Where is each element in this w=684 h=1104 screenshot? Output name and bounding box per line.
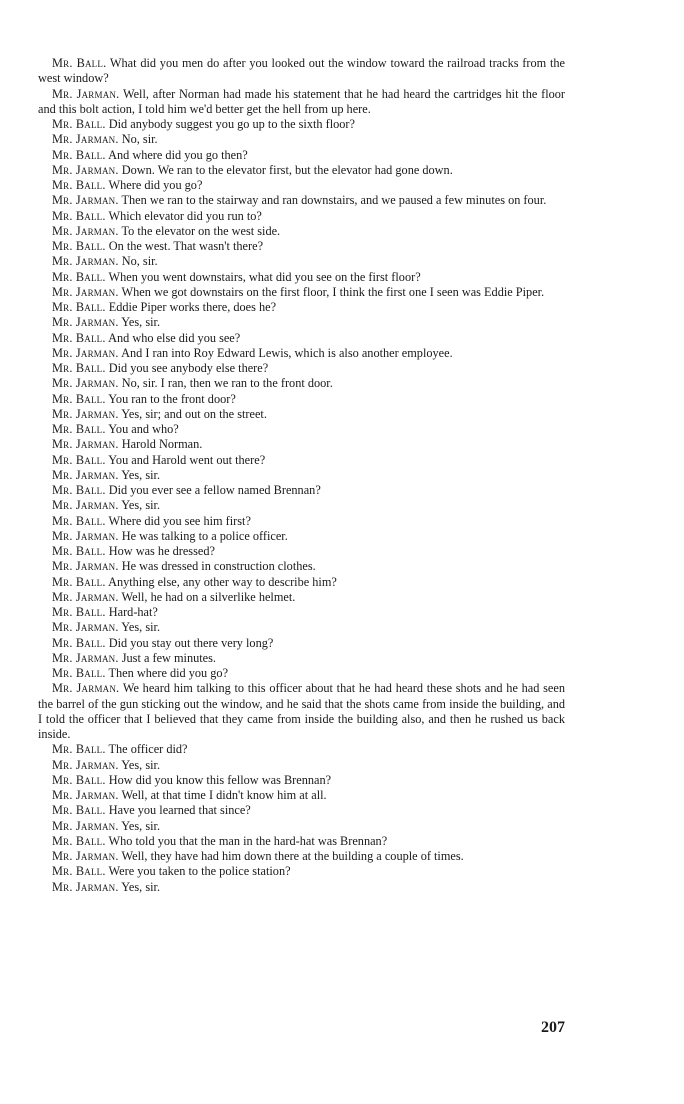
testimony-line <box>38 468 565 483</box>
testimony-line <box>38 864 565 879</box>
speaker-name: Mr. Ball. <box>52 56 107 70</box>
utterance-text: Hard-hat? <box>108 605 158 619</box>
testimony-line <box>38 575 565 590</box>
testimony-line <box>38 56 565 87</box>
utterance-text: No, sir. <box>121 254 158 269</box>
transcript-page <box>38 56 565 895</box>
speaker-name: Mr. Jarman. <box>52 376 119 391</box>
speaker-name: Mr. Jarman. <box>52 620 119 635</box>
testimony-line <box>38 178 565 193</box>
testimony-line <box>38 788 565 803</box>
utterance-text: Yes, sir. <box>121 879 161 894</box>
utterance-text: Yes, sir; and out on the street. <box>121 406 267 421</box>
speaker-name: Mr. Ball. <box>52 742 106 757</box>
speaker-name: Mr. Ball. <box>52 864 106 879</box>
testimony-line <box>38 834 565 849</box>
utterance-text: Have you learned that since? <box>108 803 251 818</box>
speaker-name: Mr. Ball. <box>52 178 106 192</box>
utterance-text: Who told you that the man in the hard-hat was Brennan? <box>108 833 388 848</box>
speaker-name: Mr. Ball. <box>52 361 106 375</box>
utterance-text: Anything else, any other way to describe him? <box>108 574 337 589</box>
testimony-line <box>38 498 565 513</box>
utterance-text: When we got downstairs on the first floor, I think the first one I seen was Eddie Piper. <box>121 284 545 299</box>
utterance-text: To the elevator on the west side. <box>121 223 281 238</box>
testimony-line <box>38 437 565 452</box>
testimony-line <box>38 422 565 437</box>
testimony-line <box>38 117 565 132</box>
testimony-line <box>38 285 565 300</box>
testimony-line <box>38 773 565 788</box>
utterance-text: How was he dressed? <box>108 544 215 558</box>
speaker-name: Mr. Ball. <box>52 452 106 467</box>
utterance-text: No, sir. I ran, then we ran to the front door. <box>121 376 333 391</box>
speaker-name: Mr. Ball. <box>52 269 106 284</box>
speaker-name: Mr. Jarman. <box>52 681 120 696</box>
speaker-name: Mr. Jarman. <box>52 559 119 574</box>
utterance-text: And who else did you see? <box>108 330 241 345</box>
speaker-name: Mr. Jarman. <box>52 223 119 238</box>
speaker-name: Mr. Jarman. <box>52 406 119 421</box>
speaker-name: Mr. Ball. <box>52 239 106 253</box>
testimony-line <box>38 559 565 574</box>
speaker-name: Mr. Ball. <box>52 803 106 818</box>
testimony-line <box>38 361 565 376</box>
utterance-text: Which elevator did you run to? <box>108 208 262 223</box>
speaker-name: Mr. Ball. <box>52 391 106 406</box>
utterance-text: Then where did you go? <box>108 666 229 680</box>
testimony-line <box>38 590 565 605</box>
testimony-line <box>38 132 565 147</box>
testimony-line <box>38 666 565 681</box>
speaker-name: Mr. Ball. <box>52 666 106 680</box>
speaker-name: Mr. Ball. <box>52 833 106 848</box>
speaker-name: Mr. Jarman. <box>52 528 119 543</box>
utterance-text: The officer did? <box>108 742 188 757</box>
testimony-line <box>38 209 565 224</box>
utterance-text: He was dressed in construction clothes. <box>121 559 316 574</box>
utterance-text: Well, after Norman had made his statement that he had heard the cartridges hit the floor and this bolt action, I told him we'd better get the hell from up here. <box>38 86 565 116</box>
speaker-name: Mr. Jarman. <box>52 589 119 604</box>
utterance-text: Yes, sir. <box>121 818 161 833</box>
utterance-text: On the west. That wasn't there? <box>108 239 264 253</box>
utterance-text: No, sir. <box>121 132 158 147</box>
testimony-line <box>38 758 565 773</box>
testimony-line <box>38 300 565 315</box>
speaker-name: Mr. Jarman. <box>52 650 119 665</box>
testimony-line <box>38 376 565 391</box>
testimony-line <box>38 651 565 666</box>
utterance-text: How did you know this fellow was Brennan? <box>108 772 332 787</box>
testimony-line <box>38 849 565 864</box>
utterance-text: Did you stay out there very long? <box>108 635 274 650</box>
testimony-line <box>38 331 565 346</box>
speaker-name: Mr. Jarman. <box>52 345 119 360</box>
speaker-name: Mr. Ball. <box>52 544 106 558</box>
utterance-text: You ran to the front door? <box>108 391 236 406</box>
testimony-line <box>38 529 565 544</box>
utterance-text: Did you see anybody else there? <box>108 361 269 375</box>
utterance-text: Yes, sir. <box>121 620 161 635</box>
testimony-line <box>38 880 565 895</box>
testimony-line <box>38 163 565 178</box>
testimony-line <box>38 620 565 635</box>
speaker-name: Mr. Ball. <box>52 513 106 528</box>
utterance-text: And where did you go then? <box>108 147 248 162</box>
testimony-line <box>38 605 565 620</box>
utterance-text: Harold Norman. <box>121 437 203 452</box>
utterance-text: We heard him talking to this officer about that he had heard these shots and he had seen the barrel of the gun sticking out the window, and he said that the shots came from inside the building, and I told the officer that I believed that they came from inside the building also, and then he rushed us back inside. <box>38 681 565 741</box>
utterance-text: You and Harold went out there? <box>108 452 266 467</box>
testimony-line <box>38 453 565 468</box>
utterance-text: You and who? <box>108 422 179 436</box>
speaker-name: Mr. Jarman. <box>52 86 120 101</box>
speaker-name: Mr. Jarman. <box>52 498 119 513</box>
utterance-text: Just a few minutes. <box>121 650 216 665</box>
testimony-line <box>38 392 565 407</box>
testimony-line <box>38 239 565 254</box>
speaker-name: Mr. Jarman. <box>52 315 119 330</box>
speaker-name: Mr. Jarman. <box>52 757 119 772</box>
utterance-text: Did anybody suggest you go up to the sixth floor? <box>108 117 355 131</box>
testimony-line <box>38 514 565 529</box>
speaker-name: Mr. Ball. <box>52 117 106 131</box>
utterance-text: Where did you see him first? <box>108 513 251 528</box>
speaker-name: Mr. Ball. <box>52 300 106 314</box>
testimony-line <box>38 270 565 285</box>
utterance-text: Yes, sir. <box>121 498 161 513</box>
utterance-text: Well, he had on a silverlike helmet. <box>121 589 296 604</box>
testimony-line <box>38 407 565 422</box>
utterance-text: Yes, sir. <box>121 315 161 330</box>
speaker-name: Mr. Jarman. <box>52 193 119 208</box>
testimony-line <box>38 254 565 269</box>
testimony-line <box>38 819 565 834</box>
speaker-name: Mr. Jarman. <box>52 437 119 452</box>
speaker-name: Mr. Ball. <box>52 422 106 436</box>
utterance-text: Down. We ran to the elevator first, but the elevator had gone down. <box>121 162 453 177</box>
speaker-name: Mr. Ball. <box>52 574 106 589</box>
utterance-text: Where did you go? <box>108 178 203 192</box>
utterance-text: Were you taken to the police station? <box>108 864 291 879</box>
speaker-name: Mr. Jarman. <box>52 788 119 802</box>
speaker-name: Mr. Ball. <box>52 208 106 223</box>
utterance-text: What did you men do after you looked out the window toward the railroad tracks from the west window? <box>38 56 566 86</box>
testimony-line <box>38 148 565 163</box>
utterance-text: Eddie Piper works there, does he? <box>108 300 277 314</box>
speaker-name: Mr. Jarman. <box>52 818 119 833</box>
speaker-name: Mr. Jarman. <box>52 849 119 863</box>
utterance-text: Yes, sir. <box>121 757 161 772</box>
speaker-name: Mr. Jarman. <box>52 254 119 269</box>
speaker-name: Mr. Jarman. <box>52 284 119 299</box>
testimony-line <box>38 483 565 498</box>
speaker-name: Mr. Ball. <box>52 605 106 619</box>
page-number: 207 <box>541 1019 565 1036</box>
transcript-body <box>38 56 565 895</box>
utterance-text: Yes, sir. <box>121 467 161 482</box>
speaker-name: Mr. Ball. <box>52 635 106 650</box>
speaker-name: Mr. Ball. <box>52 772 106 787</box>
testimony-line <box>38 636 565 651</box>
testimony-line <box>38 544 565 559</box>
speaker-name: Mr. Jarman. <box>52 162 119 177</box>
testimony-line <box>38 315 565 330</box>
testimony-line <box>38 742 565 757</box>
testimony-line <box>38 681 565 742</box>
speaker-name: Mr. Jarman. <box>52 132 119 147</box>
utterance-text: He was talking to a police officer. <box>121 528 288 543</box>
utterance-text: Then we ran to the stairway and ran downstairs, and we paused a few minutes on four. <box>121 193 547 208</box>
testimony-line <box>38 803 565 818</box>
utterance-text: Well, they have had him down there at the building a couple of times. <box>121 849 464 863</box>
testimony-line <box>38 87 565 118</box>
utterance-text: And I ran into Roy Edward Lewis, which is also another employee. <box>121 345 453 360</box>
speaker-name: Mr. Ball. <box>52 330 106 345</box>
utterance-text: Well, at that time I didn't know him at all. <box>121 788 327 802</box>
testimony-line <box>38 193 565 208</box>
speaker-name: Mr. Jarman. <box>52 879 119 894</box>
utterance-text: When you went downstairs, what did you see on the first floor? <box>108 269 421 284</box>
speaker-name: Mr. Ball. <box>52 483 106 497</box>
testimony-line <box>38 224 565 239</box>
speaker-name: Mr. Jarman. <box>52 467 119 482</box>
speaker-name: Mr. Ball. <box>52 147 106 162</box>
utterance-text: Did you ever see a fellow named Brennan? <box>108 483 321 497</box>
testimony-line <box>38 346 565 361</box>
